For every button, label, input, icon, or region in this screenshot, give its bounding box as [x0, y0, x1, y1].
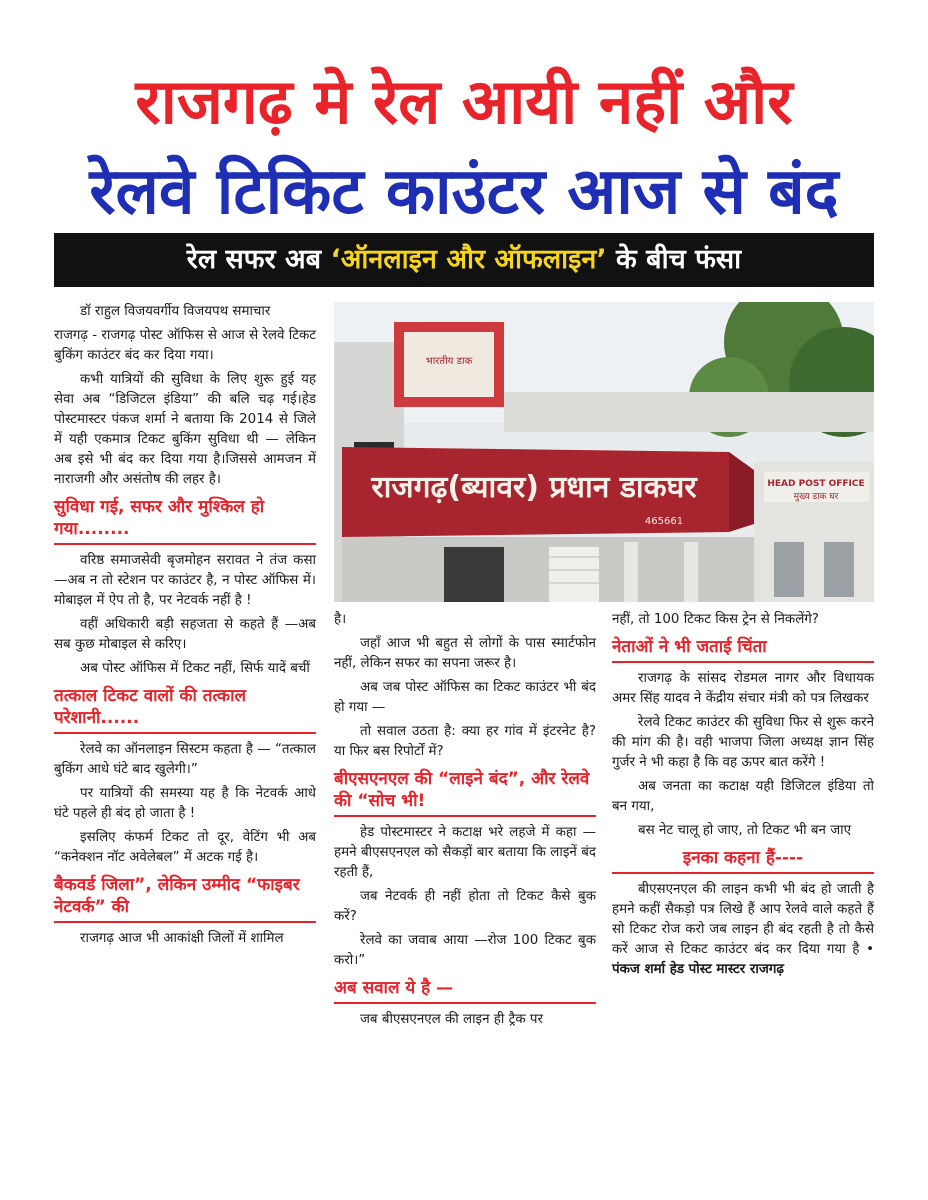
paragraph: वरिष्ठ समाजसेवी बृजमोहन सरावत ने तंज कसा —अब न तो स्टेशन पर काउंटर है, न पोस्ट ऑफिस में। मोबाइल में ऐप तो है, पर नेटवर्क नहीं है ! [54, 553, 316, 608]
paragraph: है। [334, 612, 347, 627]
paragraph: राजगढ़ के सांसद रोडमल नागर और विधायक अमर सिंह यादव ने केंद्रीय संचार मंत्री को पत्र लिखकर [612, 671, 874, 706]
paragraph: रेलवे टिकट काउंटर की सुविधा फिर से शुरू करने की मांग की है। वही भाजपा जिला अध्यक्ष ज्ञान सिंह गुर्जर ने भी कहा है कि वह ऊपर बात करेंगे ! [612, 715, 874, 770]
paragraph: वहीं अधिकारी बड़ी सहजता से कहते हैं —अब सब कुछ मोबाइल से करिए। [54, 617, 316, 652]
paragraph: जहाँ आज भी बहुत से लोगों के पास स्मार्टफोन नहीं, लेकिन सफर का सपना जरूर है। [334, 636, 596, 671]
paragraph: रेलवे का ऑनलाइन सिस्टम कहता है — “तत्काल बुकिंग आधे घंटे बाद खुलेगी।” [54, 742, 316, 777]
banner-text-after: के बीच फंसा [606, 244, 742, 275]
post-office-photo [334, 302, 874, 602]
paragraph: कभी यात्रियों की सुविधा के लिए शुरू हुई यह सेवा अब “डिजिटल इंडिया” की बलि चढ़ गई।हेड पोस्टमास्टर पंकज शर्मा ने बताया कि 2014 से जिले में यही एकमात्र टिकट बुकिंग सुविधा थी — लेकिन अब इसे भी बंद कर दिया गया है।जिससे आमजन में नाराजगी और असंतोष की लहर है। [54, 372, 316, 487]
paragraph: जब बीएसएनएल की लाइन ही ट्रैक पर [360, 1012, 544, 1027]
quote-text: बीएसएनएल की लाइन कभी भी बंद हो जाती है हमने कहीं सैकड़ो पत्र लिखे हैं आप रेलवे वाले कहते हैं सो टिकट रोज करो जब लाइन ही बंद रहती है तो कैसे करें आज से टिकट काउंटर बंद कर दिया गया है • [612, 882, 874, 957]
paragraph: अब जनता का कटाक्ष यही डिजिटल इंडिया तो बन गया, [612, 779, 874, 814]
subheading: बैकवर्ड जिला”, लेकिन उम्मीद “फाइबर नेटवर्क” की [54, 874, 316, 923]
paragraph: जब नेटवर्क ही नहीं होता तो टिकट कैसे बुक करें? [334, 889, 596, 924]
subheadline-banner [54, 233, 874, 287]
post-office-illustration [334, 302, 874, 602]
subheading: सुविधा गई, सफर और मुश्किल हो गया........ [54, 496, 316, 545]
paragraph: बस नेट चालू हो जाए, तो टिकट भी बन जाए [638, 823, 851, 838]
subheading: बीएसएनएल की “लाइने बंद”, और रेलवे की “सोच भी! [334, 768, 596, 817]
subheading: अब सवाल ये है — [334, 977, 596, 1004]
paragraph [612, 880, 874, 980]
subheading: तत्काल टिकट वालों की तत्काल परेशानी...... [54, 685, 316, 734]
paragraph: तो सवाल उठता है: क्या हर गांव में इंटरनेट है? या फिर बस रिपोर्टों में? [334, 724, 596, 759]
banner-text-before: रेल सफर अब [186, 244, 331, 275]
sign-main-text: राजगढ़(ब्यावर) प्रधान डाकघर [371, 470, 697, 505]
paragraph: रेलवे का जवाब आया —रोज 100 टिकट बुक करो।” [334, 933, 596, 968]
paragraph: पर यात्रियों की समस्या यह है कि नेटवर्क आधे घंटे पहले ही बंद हो जाता है ! [54, 786, 316, 821]
subheading: नेताओं ने भी जताई चिंता [612, 636, 874, 663]
sign-pin-text: 465661 [644, 516, 684, 527]
article-column-2 [334, 610, 596, 1034]
paragraph: राजगढ़ आज भी आकांक्षी जिलों में शामिल [80, 931, 284, 946]
paragraph: नहीं, तो 100 टिकट किस ट्रेन से निकलेंगे? [612, 612, 819, 627]
paragraph: राजगढ़ - राजगढ़ पोस्ट ऑफिस से आज से रेलवे टिकट बुकिंग काउंटर बंद कर दिया गया। [54, 328, 316, 363]
paragraph: अब जब पोस्ट ऑफिस का टिकट काउंटर भी बंद हो गया — [334, 680, 596, 715]
sign-hindi-small-text: मुख्य डाक घर [793, 492, 839, 502]
headline-line-2: रेलवे टिकिट काउंटर आज से बंद [89, 155, 839, 229]
article-column-1 [54, 302, 316, 953]
sign-english-text: HEAD POST OFFICE [767, 479, 865, 489]
board-top-text: भारतीय डाक [425, 356, 473, 367]
paragraph: हेड पोस्टमास्टर ने कटाक्ष भरे लहजे में कहा —हमने बीएसएनएल को सैकड़ों बार बताया कि लाइनें बंद रहती हैं, [334, 825, 596, 880]
banner-highlight: ‘ऑनलाइन और ऑफलाइन’ [330, 244, 607, 275]
paragraph: इसलिए कंफर्म टिकट तो दूर, वेटिंग भी अब “कनेक्शन नॉट अवेलेबल” में अटक गई है। [54, 830, 316, 865]
byline: पंकज शर्मा हेड पोस्ट मास्टर राजगढ़ [612, 962, 784, 977]
article-column-3 [612, 610, 874, 984]
paragraph: अब पोस्ट ऑफिस में टिकट नहीं, सिर्फ यादें बचीं [80, 661, 310, 676]
headline-line-1: राजगढ़ मे रेल आयी नहीं और [135, 65, 793, 138]
author-line: डॉ राहुल विजयवर्गीय विजयपथ समाचार [80, 304, 271, 319]
subheading: इनका कहना हैं---- [612, 847, 874, 874]
